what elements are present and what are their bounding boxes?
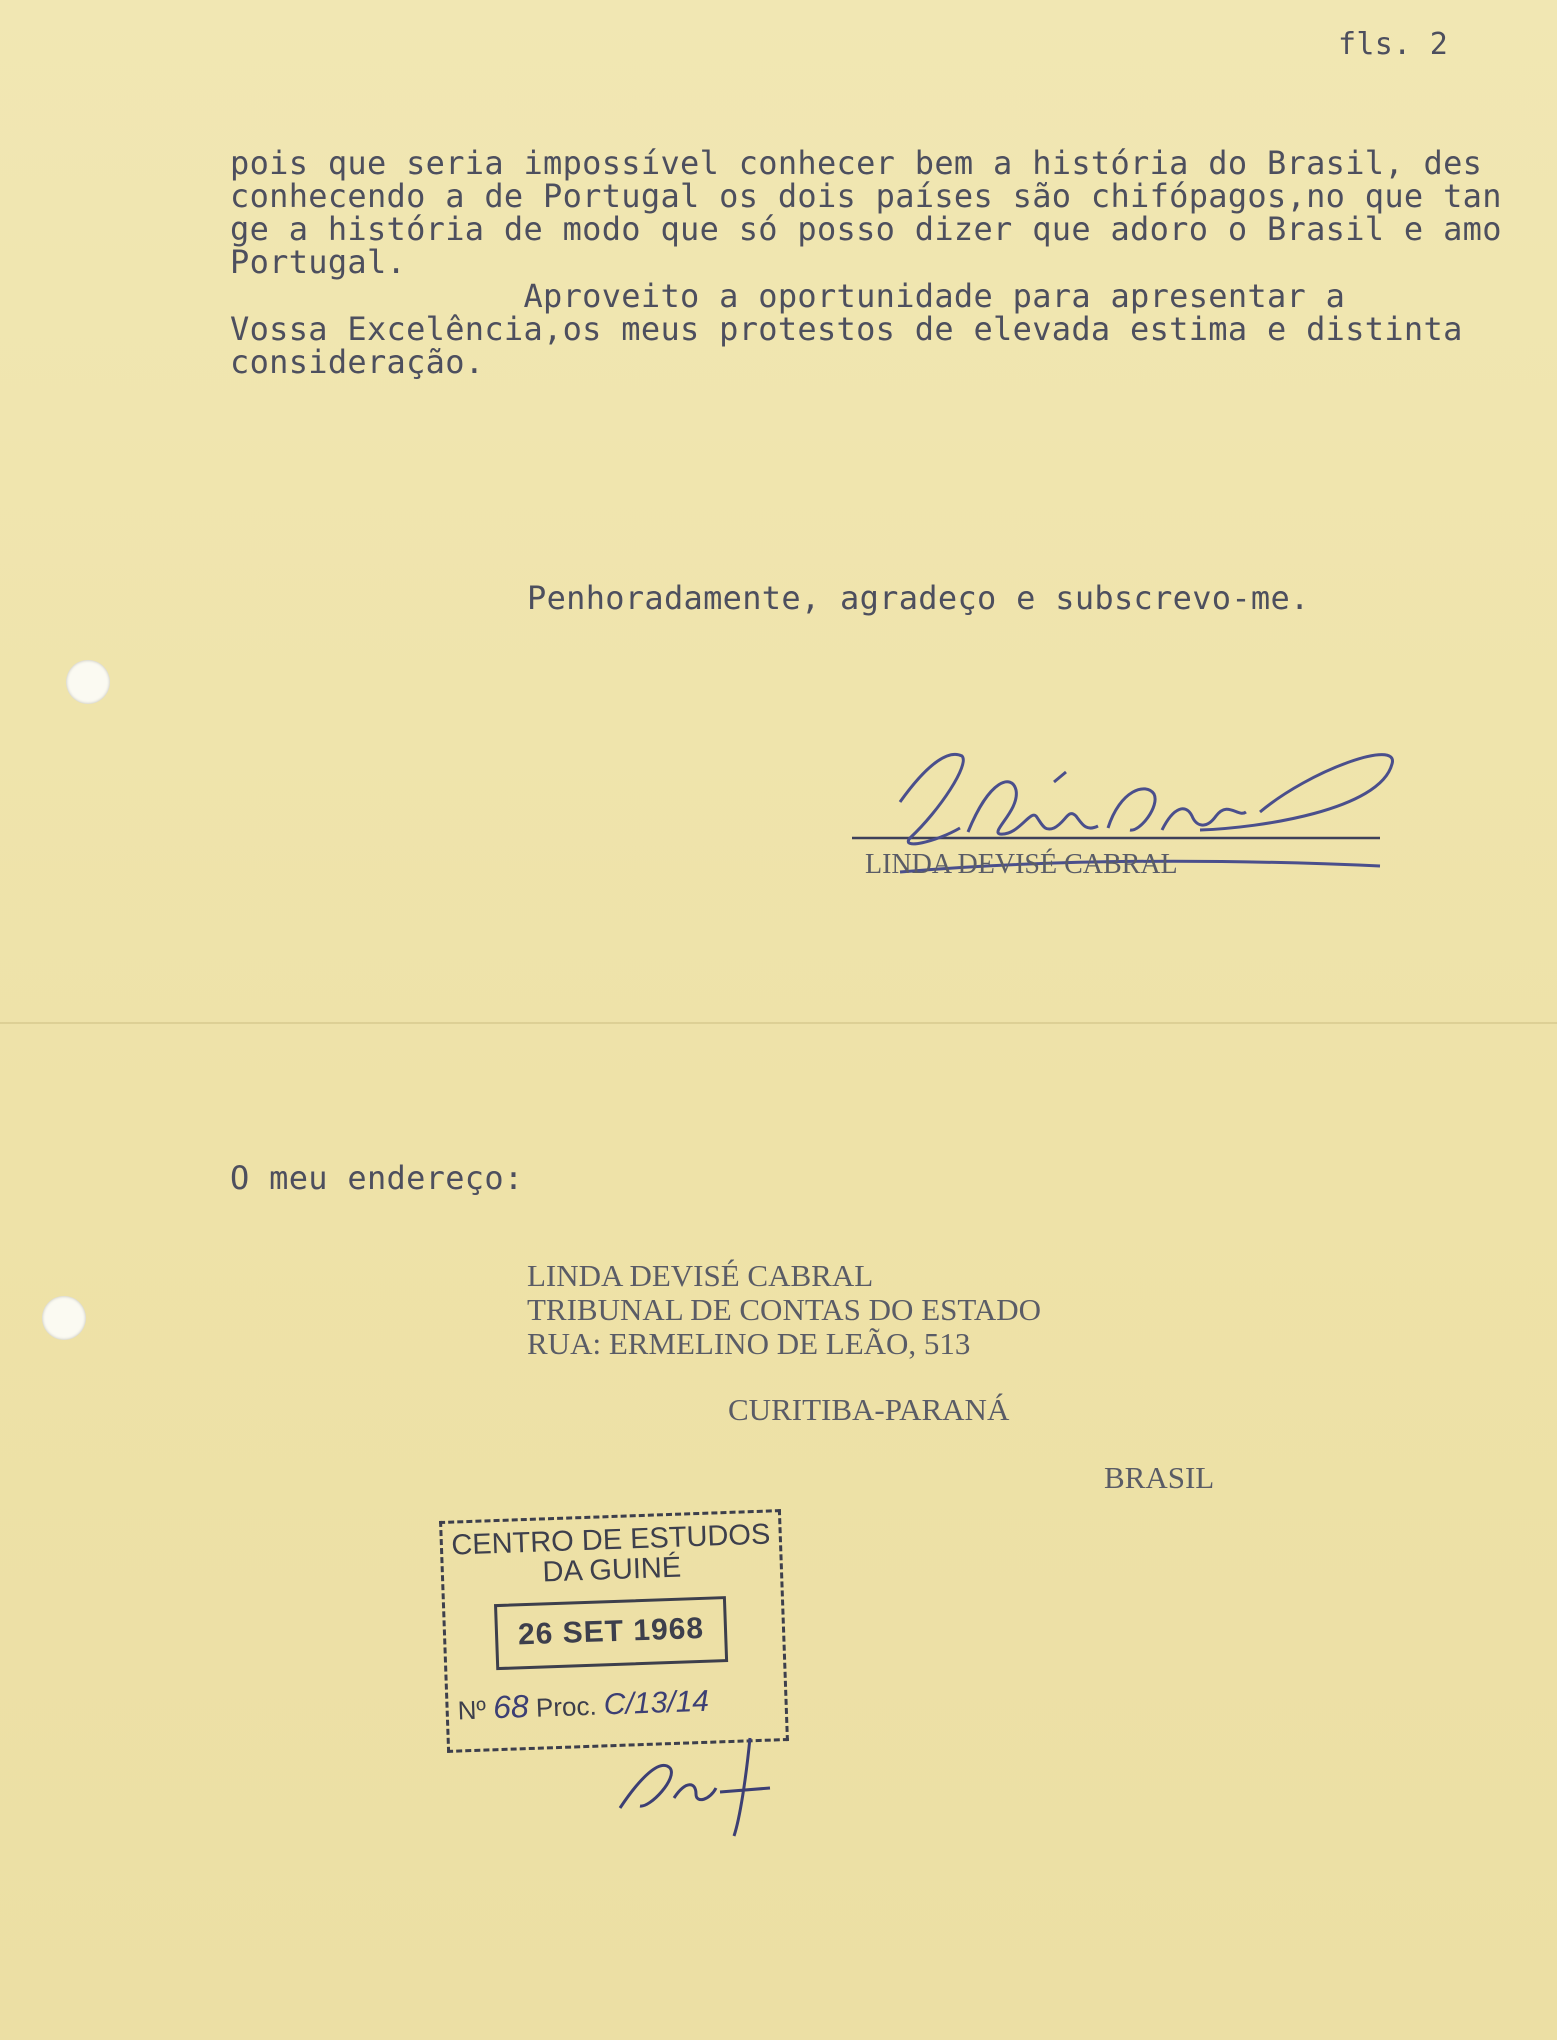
punch-hole-bottom: [42, 1296, 86, 1340]
stamp-date: 26 SET 1968: [517, 1611, 705, 1652]
stamp-number-prefix: Nº: [457, 1694, 487, 1726]
address-label: O meu endereço:: [230, 1159, 524, 1197]
stamp-title: CENTRO DE ESTUDOS DA GUINÉ: [450, 1518, 771, 1589]
address-city: CURITIBA-PARANÁ: [728, 1392, 1010, 1427]
stamp-date-box: [494, 1596, 728, 1670]
address-line: LINDA DEVISÉ CABRAL: [527, 1258, 874, 1293]
address-line: RUA: ERMELINO DE LEÃO, 513: [527, 1326, 971, 1361]
folio-number: fls. 2: [1338, 27, 1449, 62]
stamp-proc-value: C/13/14: [603, 1684, 710, 1722]
body-line: Aproveito a oportunidade para apresentar a: [230, 277, 1346, 315]
body-line: Portugal.: [230, 243, 407, 281]
body-line: ge a história de modo que só posso dizer que adoro o Brasil e amo: [230, 210, 1502, 248]
punch-hole-top: [66, 660, 110, 704]
closing-line: Penhoradamente, agradeço e subscrevo-me.: [527, 579, 1310, 617]
signature-name: LINDA DEVISÉ CABRAL: [865, 849, 1178, 880]
body-line: conhecendo a de Portugal os dois países são chifópagos,no que tan: [230, 177, 1502, 215]
body-line: pois que seria impossível conhecer bem a história do Brasil, des: [230, 144, 1483, 182]
stamp-number: 68: [492, 1688, 530, 1726]
address-country: BRASIL: [1104, 1460, 1215, 1495]
body-line: consideração.: [230, 343, 485, 381]
address-line: TRIBUNAL DE CONTAS DO ESTADO: [527, 1292, 1041, 1327]
paper-fold: [0, 1022, 1557, 1024]
archive-stamp: [439, 1509, 789, 1753]
handwritten-initials: [600, 1718, 800, 1838]
stamp-proc-label: Proc.: [535, 1690, 598, 1723]
body-line: Vossa Excelência,os meus protestos de elevada estima e distinta: [230, 310, 1463, 348]
